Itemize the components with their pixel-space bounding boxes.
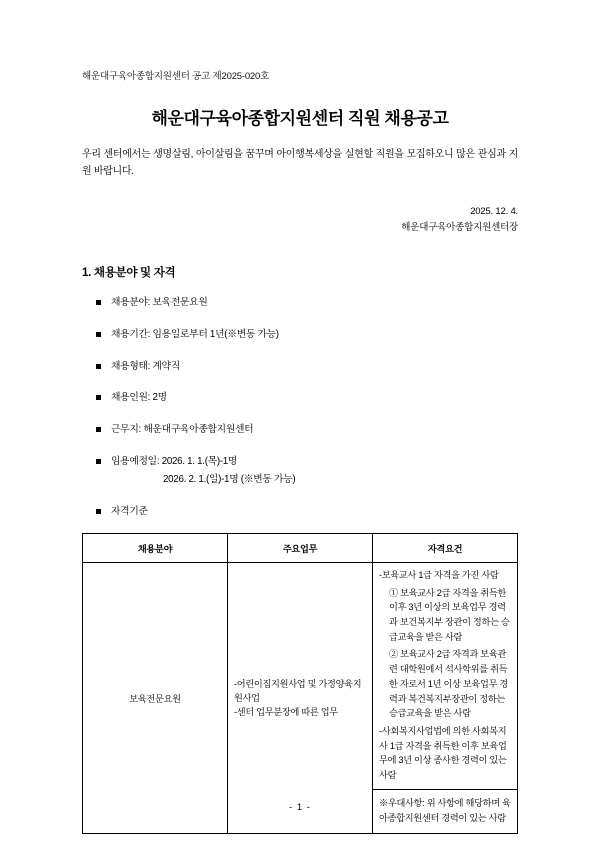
table-body bbox=[83, 562, 518, 834]
requirement-note: ※우대사항: 위 사항에 해당하며 육아종합지원센터 경력이 있는 사람 bbox=[379, 797, 511, 823]
issue-date: 2025. 12. 4. bbox=[470, 206, 518, 217]
issuer-name: 해운대구육아종합지원센터장 bbox=[401, 222, 518, 234]
bullet-value: 2명 bbox=[152, 392, 167, 404]
bullet-subvalue: 2026. 2. 1.(일)-1명 (※변동 가능) bbox=[163, 474, 296, 486]
square-bullet-icon bbox=[96, 427, 101, 432]
intro-paragraph: 우리 센터에서는 생명살림, 아이살림을 꿈꾸며 아이행복세상을 실현할 직원을 모집하오니 많은 관심과 지원 바랍니다. bbox=[82, 149, 518, 177]
square-bullet-icon bbox=[96, 509, 101, 514]
square-bullet-icon bbox=[96, 364, 101, 369]
bullet-value: 계약직 bbox=[152, 360, 181, 372]
requirement-divider bbox=[372, 789, 518, 790]
bullet-value: 2026. 1. 1.(목)-1명 bbox=[161, 455, 238, 467]
cell-field: 보육전문요원 bbox=[83, 562, 228, 834]
document-number: 해운대구육아종합지원센터 공고 제2025-020호 bbox=[82, 71, 270, 82]
list-item bbox=[96, 360, 518, 375]
table-row bbox=[83, 562, 518, 834]
table-header-row bbox=[83, 533, 518, 562]
bullet-label: 자격기준 bbox=[111, 506, 148, 518]
recruitment-bullet-list bbox=[96, 296, 518, 520]
requirement-line: ① 보육교사 2급 자격을 취득한 이후 3년 이상의 보육업무 경력과 보건복지부 장관이 정하는 승급교육을 받은 사람 bbox=[389, 587, 510, 642]
requirement-line: -사회복지사업법에 의한 사회복지사 1급 자격을 취득한 이후 보육업무에 3년 이상 종사한 경력이 있는 사람 bbox=[379, 725, 507, 781]
bullet-label: 근무지: bbox=[111, 424, 141, 436]
list-item bbox=[96, 455, 518, 488]
list-item bbox=[96, 391, 518, 406]
bullet-label: 임용예정일: bbox=[111, 455, 160, 467]
requirement-line: ② 보육교사 2급 자격과 보육관련 대학원에서 석사학위를 취득한 자로서 1년 이상 보육업무 경력과 복건복지부장관이 정하는 승급교육을 받은 사람 bbox=[389, 649, 508, 719]
cell-requirement bbox=[373, 562, 518, 834]
square-bullet-icon bbox=[96, 300, 101, 305]
table-header bbox=[83, 533, 518, 562]
square-bullet-icon bbox=[96, 395, 101, 400]
qualification-table bbox=[82, 533, 518, 835]
page-title: 해운대구육아종합지원센터 직원 채용공고 bbox=[151, 109, 449, 128]
square-bullet-icon bbox=[96, 459, 101, 464]
column-header-requirement: 자격요건 bbox=[373, 533, 518, 562]
list-item bbox=[96, 296, 518, 311]
bullet-value: 보육전문요원 bbox=[152, 297, 208, 309]
date-issuer-block bbox=[82, 204, 518, 236]
page-footer: - 1 - bbox=[289, 802, 311, 813]
requirement-line: -보육교사 1급 자격을 가진 사람 bbox=[379, 569, 499, 580]
bullet-label: 채용기간: bbox=[111, 328, 151, 340]
list-item bbox=[96, 505, 518, 520]
column-header-field: 채용분야 bbox=[83, 533, 228, 562]
cell-duty bbox=[228, 562, 373, 834]
bullet-value: 해운대구육아종합지원센터 bbox=[143, 424, 254, 436]
list-item bbox=[96, 423, 518, 438]
section-title-recruitment: 1. 채용분야 및 자격 bbox=[82, 267, 176, 280]
square-bullet-icon bbox=[96, 332, 101, 337]
column-header-duty: 주요업무 bbox=[228, 533, 373, 562]
duty-text: -어린이집지원사업 및 가정양육지원사업 -센터 업무분장에 따른 업무 bbox=[234, 678, 362, 718]
bullet-label: 채용분야: bbox=[111, 297, 151, 309]
bullet-label: 채용형태: bbox=[111, 360, 151, 372]
bullet-label: 채용인원: bbox=[111, 392, 151, 404]
list-item bbox=[96, 328, 518, 343]
bullet-value: 임용일로부터 1년(※변동 가능) bbox=[152, 328, 279, 340]
